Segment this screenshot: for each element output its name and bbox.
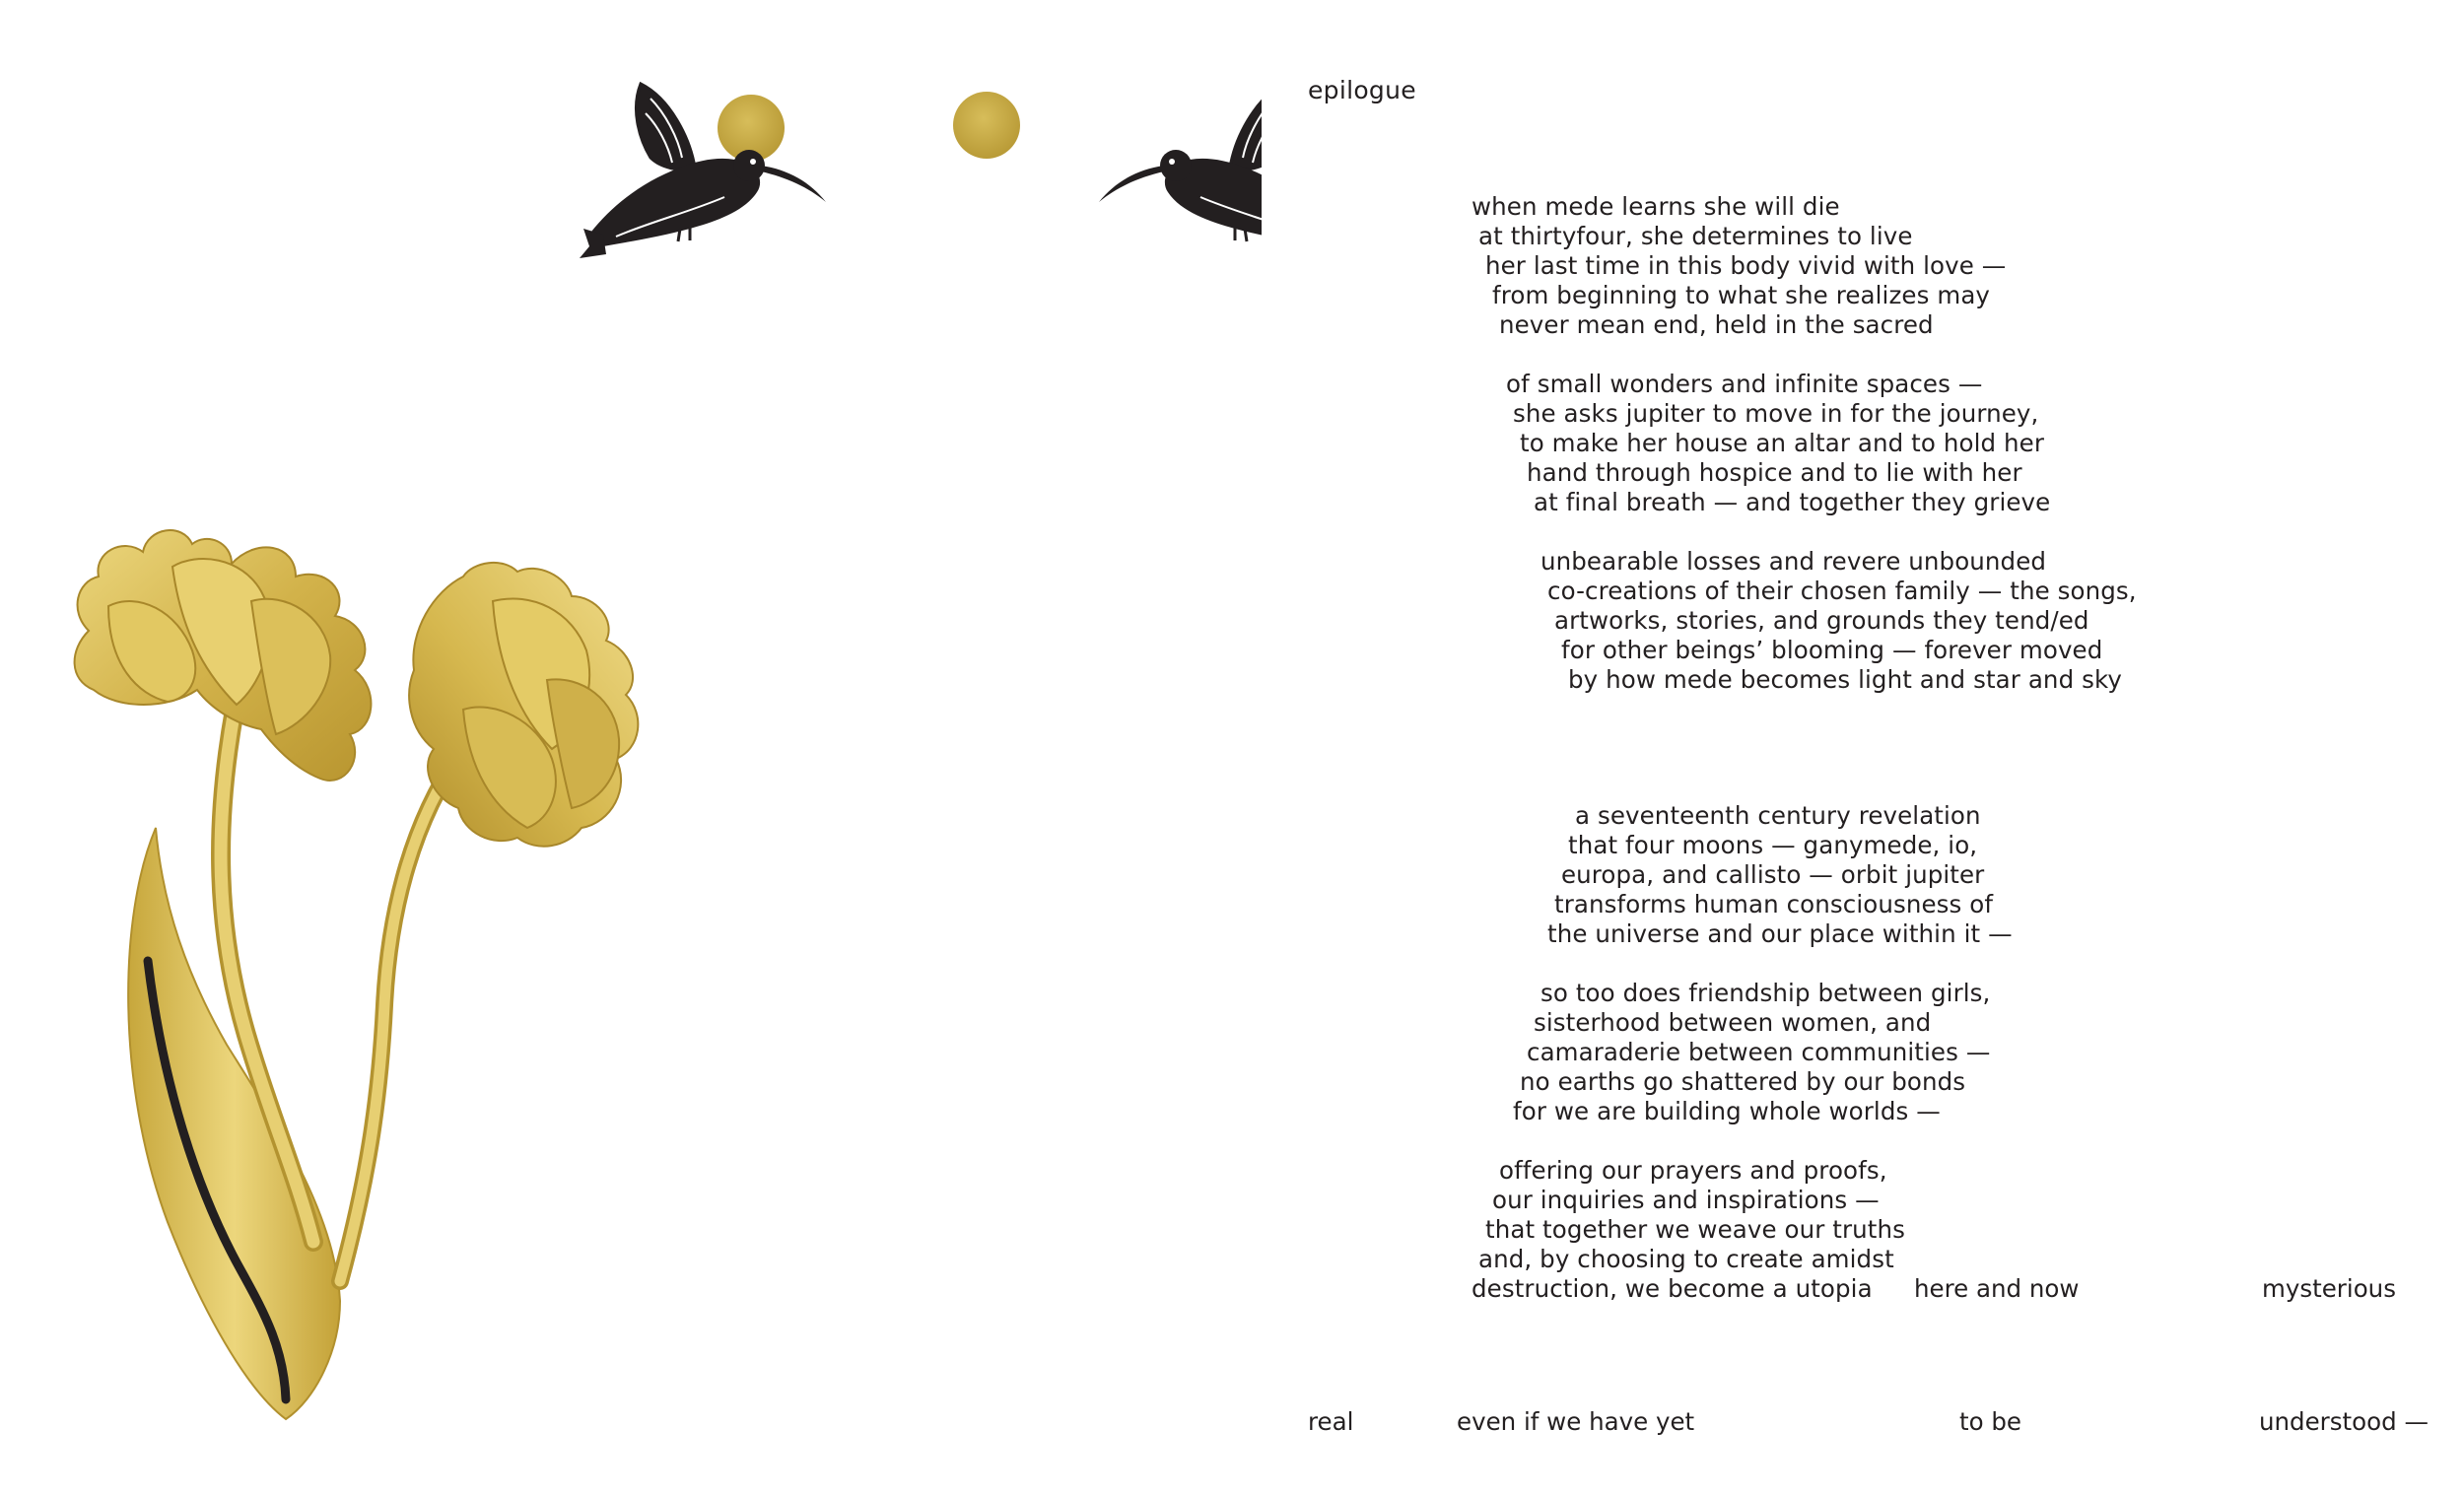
poem-line: artworks, stories, and grounds they tend/ed <box>1554 606 2089 635</box>
scattered-word-understood: understood — <box>2259 1407 2429 1436</box>
poem-line: unbearable losses and revere unbounded <box>1540 547 2047 576</box>
poem-line: of small wonders and infinite spaces — <box>1506 370 1983 398</box>
poem-line: for other beings’ blooming — forever moved <box>1561 636 2103 664</box>
poem-line: a seventeenth century revelation <box>1575 801 1981 830</box>
poem-line: for we are building whole worlds — <box>1513 1097 1941 1125</box>
poem-line: at final breath — and together they grieve <box>1534 488 2051 516</box>
scattered-word-mysterious: mysterious <box>2262 1274 2396 1303</box>
poem-line: that together we weave our truths <box>1485 1215 1905 1244</box>
leaf-shape <box>128 828 340 1419</box>
poem-line: co-creations of their chosen family — the songs, <box>1547 577 2137 605</box>
poem-line: europa, and callisto — orbit jupiter <box>1561 860 1985 889</box>
poem-line: transforms human consciousness of <box>1554 890 1994 918</box>
hummingbird-icon <box>580 84 826 258</box>
poem-line: and, by choosing to create amidst <box>1478 1245 1894 1273</box>
scattered-word-to-be: to be <box>1959 1407 2022 1436</box>
poem-line: at thirtyfour, she determines to live <box>1478 222 1913 250</box>
scattered-word-real: real <box>1308 1407 1354 1436</box>
poem-line: offering our prayers and proofs, <box>1499 1156 1887 1185</box>
poem-line: to make her house an altar and to hold her <box>1520 429 2045 457</box>
scattered-word-here-and-now: here and now <box>1914 1274 2080 1303</box>
poem-line: sisterhood between women, and <box>1534 1008 1932 1037</box>
poem-line: destruction, we become a utopia <box>1472 1274 1873 1303</box>
poem-line: from beginning to what she realizes may <box>1492 281 1991 309</box>
poem-line: our inquiries and inspirations — <box>1492 1186 1880 1214</box>
poem-line: no earths go shattered by our bonds <box>1520 1067 1966 1096</box>
page-title: epilogue <box>1308 76 1416 104</box>
poem-line: the universe and our place within it — <box>1547 919 2013 948</box>
poem-line: that four moons — ganymede, io, <box>1568 831 1978 859</box>
poem-line: she asks jupiter to move in for the journey, <box>1513 399 2039 428</box>
hummingbird-icon <box>1099 84 1262 258</box>
poem-line: when mede learns she will die <box>1472 192 1840 221</box>
sun-icon <box>953 92 1020 159</box>
poem-line: hand through hospice and to lie with her <box>1527 458 2022 487</box>
poem-line: camaraderie between communities — <box>1527 1038 1991 1066</box>
poem-line: never mean end, held in the sacred <box>1499 310 1934 339</box>
flower-icon <box>75 530 639 1419</box>
scattered-word-even-if: even if we have yet <box>1457 1407 1695 1436</box>
poem-line: so too does friendship between girls, <box>1540 979 1991 1007</box>
poem-line: by how mede becomes light and star and sky <box>1568 665 2122 694</box>
poem-line: her last time in this body vivid with love — <box>1485 251 2007 280</box>
